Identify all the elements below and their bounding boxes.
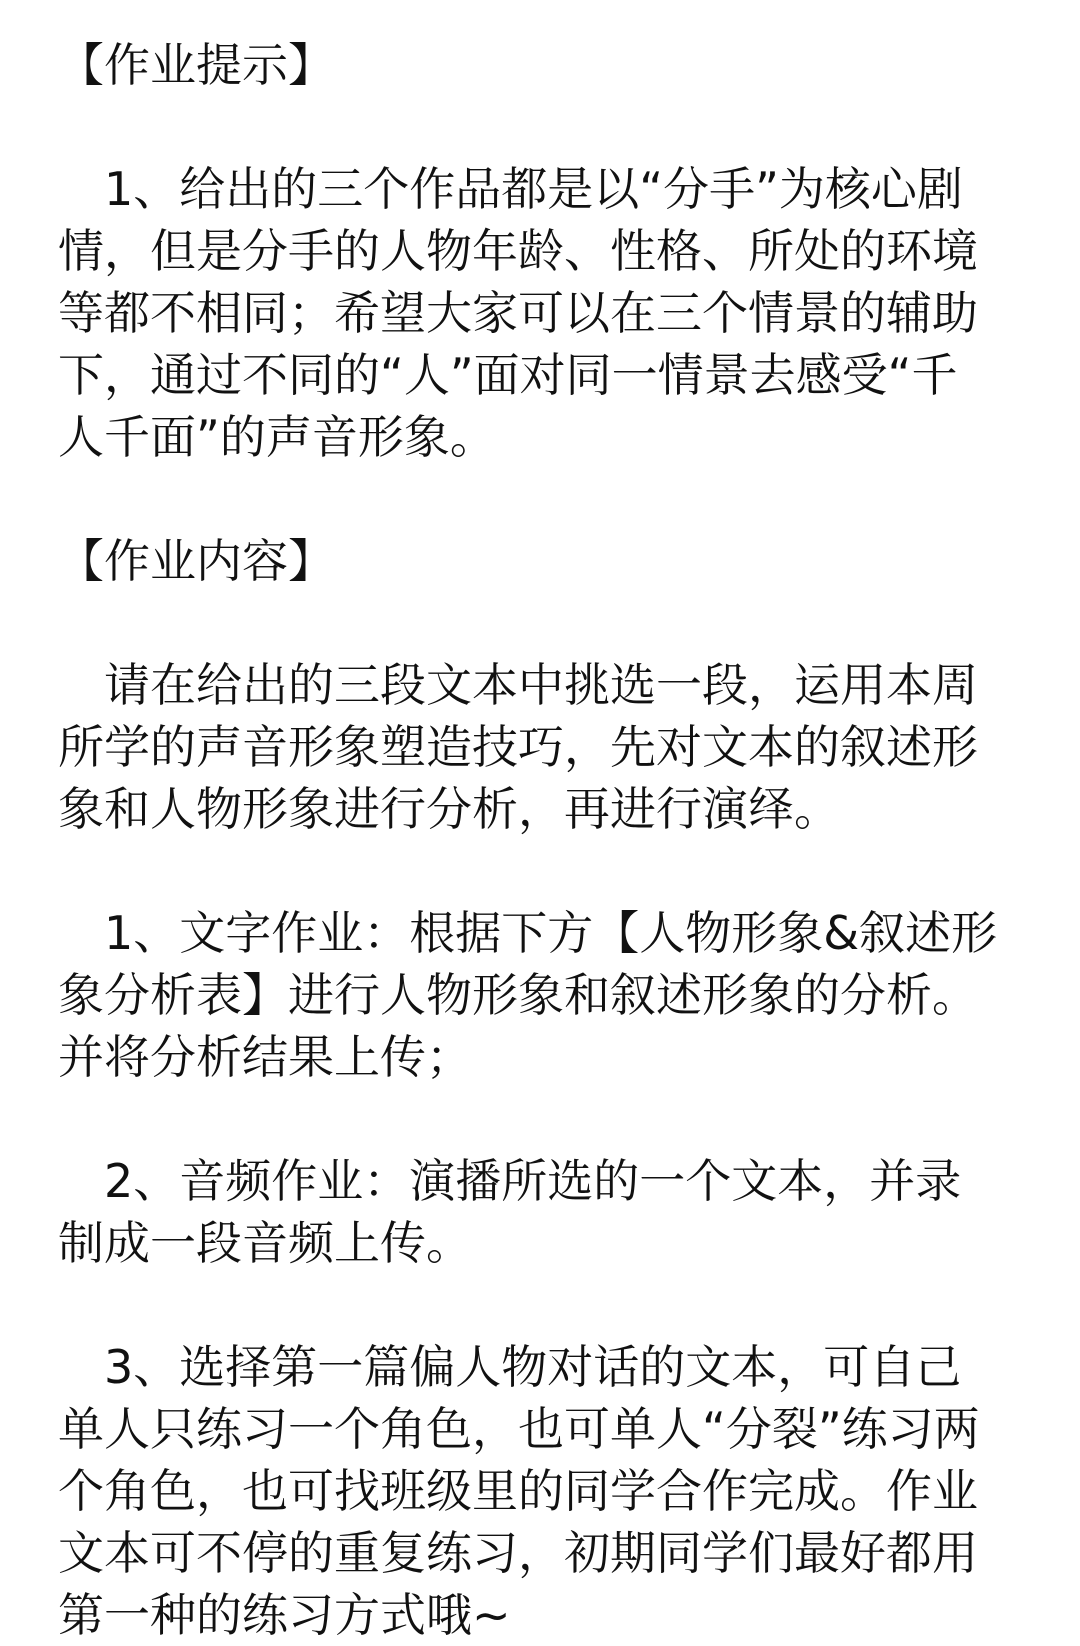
assignment-intro-paragraph: 请在给出的三段文本中挑选一段，运用本周所学的声音形象塑造技巧，先对文本的叙述形象和人物形象进行分析，再进行演绎。 <box>58 658 978 836</box>
dialogue-practice-paragraph: 3、选择第一篇偏人物对话的文本，可自己单人只练习一个角色，也可单人“分裂”练习两个角色，也可找班级里的同学合作完成。作业文本可不停的重复练习，初期同学们最好都用第一种的练习方式哦~ <box>58 1340 980 1642</box>
assignment-content-section <box>58 530 998 1646</box>
assignment-hint-heading: 【作业提示】 <box>58 38 334 92</box>
assignment-hint-paragraph: 1、给出的三个作品都是以“分手”为核心剧情，但是分手的人物年龄、性格、所处的环境等都不相同；希望大家可以在三个情景的辅助下，通过不同的“人”面对同一情景去感受“千人千面”的声音形象。 <box>58 162 978 464</box>
audio-assignment-paragraph: 2、音频作业：演播所选的一个文本，并录制成一段音频上传。 <box>58 1154 962 1270</box>
assignment-hint-section <box>58 34 998 468</box>
text-assignment-paragraph: 1、文字作业：根据下方【人物形象&叙述形象分析表】进行人物形象和叙述形象的分析。并将分析结果上传； <box>58 906 998 1084</box>
assignment-content-heading: 【作业内容】 <box>58 534 334 588</box>
document-body <box>58 34 998 1646</box>
